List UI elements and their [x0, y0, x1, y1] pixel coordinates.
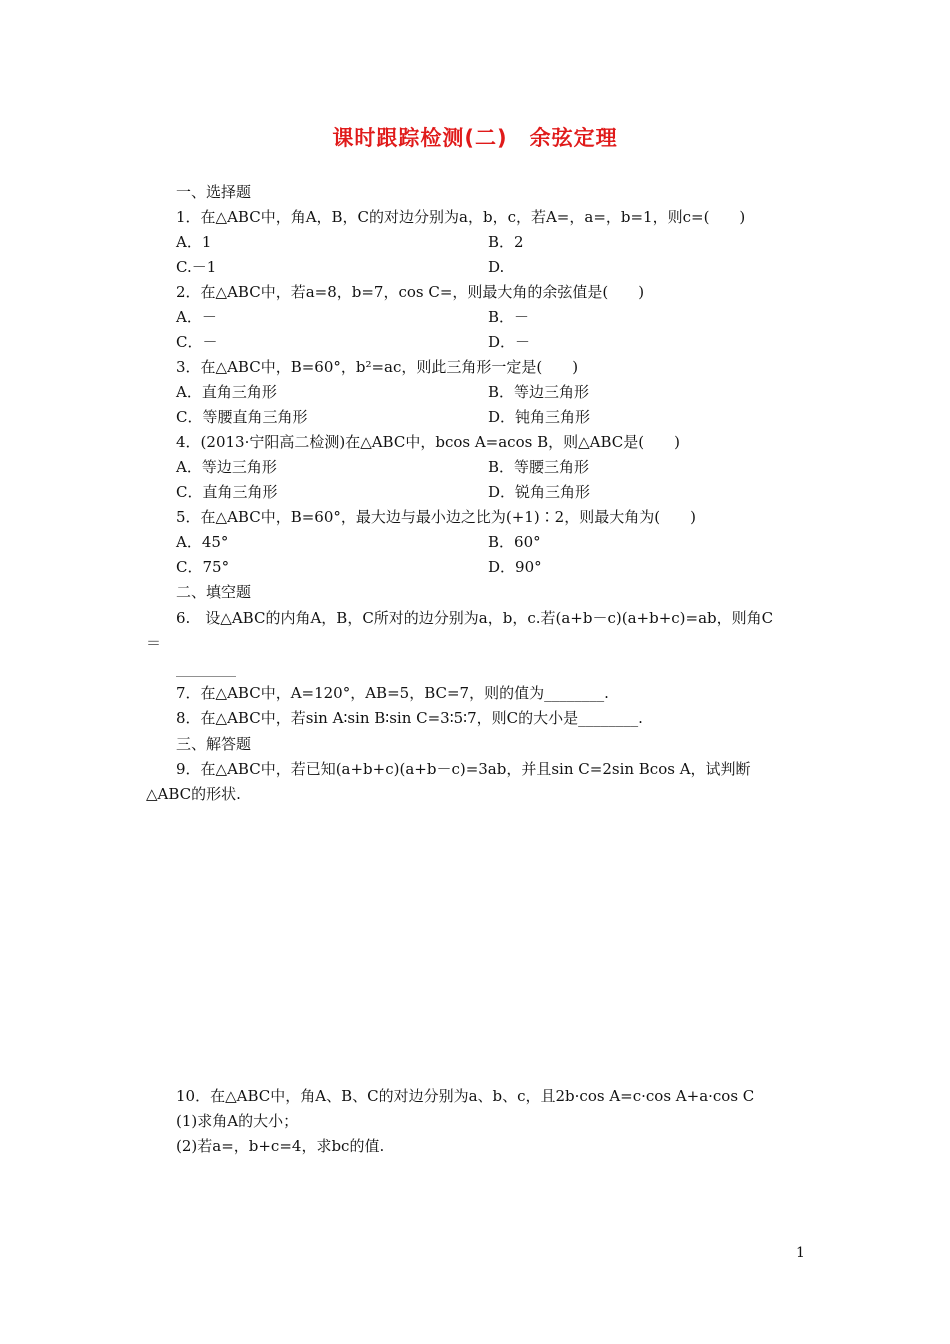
- question-3-stem: 3．在△ABC中，B=60°，b²=ac，则此三角形一定是( ): [176, 358, 579, 376]
- question-1-option-d: D.: [488, 258, 505, 276]
- question-1-stem: 1．在△ABC中，角A，B，C的对边分别为a，b，c，若A=，a=，b=1，则c=( ): [176, 208, 746, 226]
- question-5-option-c: C．75°: [176, 558, 230, 576]
- question-4-option-c: C．直角三角形: [176, 483, 278, 501]
- question-6-blank: ________: [176, 659, 236, 677]
- question-5-stem: 5．在△ABC中，B=60°，最大边与最小边之比为(+1)∶2，则最大角为( ): [176, 508, 696, 526]
- question-10-part-2: (2)若a=，b+c=4，求bc的值.: [176, 1137, 385, 1155]
- question-4-option-d: D．锐角三角形: [488, 483, 591, 501]
- section-heading-fill: 二、填空题: [176, 583, 252, 601]
- question-4-option-b: B．等腰三角形: [488, 458, 590, 476]
- question-9-stem-continued: △ABC的形状.: [146, 785, 241, 803]
- question-2-option-a: A．－: [176, 308, 217, 326]
- question-3-option-c: C．等腰直角三角形: [176, 408, 308, 426]
- page-title: 课时跟踪检测(二) 余弦定理: [332, 126, 618, 150]
- question-9-stem: 9．在△ABC中，若已知(a+b+c)(a+b－c)=3ab，并且sin C=2sin Bcos A，试判断: [176, 760, 751, 778]
- question-4-option-a: A．等边三角形: [176, 458, 277, 476]
- page-number: 1: [796, 1245, 805, 1261]
- question-6-stem: 6. 设△ABC的内角A，B，C所对的边分别为a，b，c.若(a+b－c)(a+b+c)=ab，则角C: [176, 609, 774, 627]
- question-3-option-b: B．等边三角形: [488, 383, 590, 401]
- question-2-option-c: C．－: [176, 333, 218, 351]
- question-1-option-a: A．1: [176, 233, 212, 251]
- question-1-option-b: B．2: [488, 233, 524, 251]
- question-10-part-1: (1)求角A的大小；: [176, 1112, 299, 1130]
- question-5-option-b: B．60°: [488, 533, 541, 551]
- question-1-option-c: C.－1: [176, 258, 217, 276]
- question-2-option-d: D．－: [488, 333, 531, 351]
- question-6-equals: ＝: [146, 634, 162, 652]
- question-8-stem: 8．在△ABC中，若sin A∶sin B∶sin C=3∶5∶7，则C的大小是________.: [176, 709, 643, 727]
- section-heading-choice: 一、选择题: [176, 183, 252, 201]
- question-2-option-b: B．－: [488, 308, 530, 326]
- question-5-option-a: A．45°: [176, 533, 229, 551]
- question-10-stem: 10．在△ABC中，角A、B、C的对边分别为a、b、c，且2b·cos A=c·cos A+a·cos C: [176, 1087, 755, 1105]
- question-7-stem: 7．在△ABC中，A=120°，AB=5，BC=7，则的值为________.: [176, 684, 609, 702]
- section-heading-answer: 三、解答题: [176, 735, 252, 753]
- question-2-stem: 2．在△ABC中，若a=8，b=7，cos C=，则最大角的余弦值是( ): [176, 283, 645, 301]
- question-5-option-d: D．90°: [488, 558, 542, 576]
- question-3-option-a: A．直角三角形: [176, 383, 277, 401]
- question-3-option-d: D．钝角三角形: [488, 408, 591, 426]
- question-4-stem: 4．(2013·宁阳高二检测)在△ABC中，bcos A=acos B，则△ABC是( ): [176, 433, 680, 451]
